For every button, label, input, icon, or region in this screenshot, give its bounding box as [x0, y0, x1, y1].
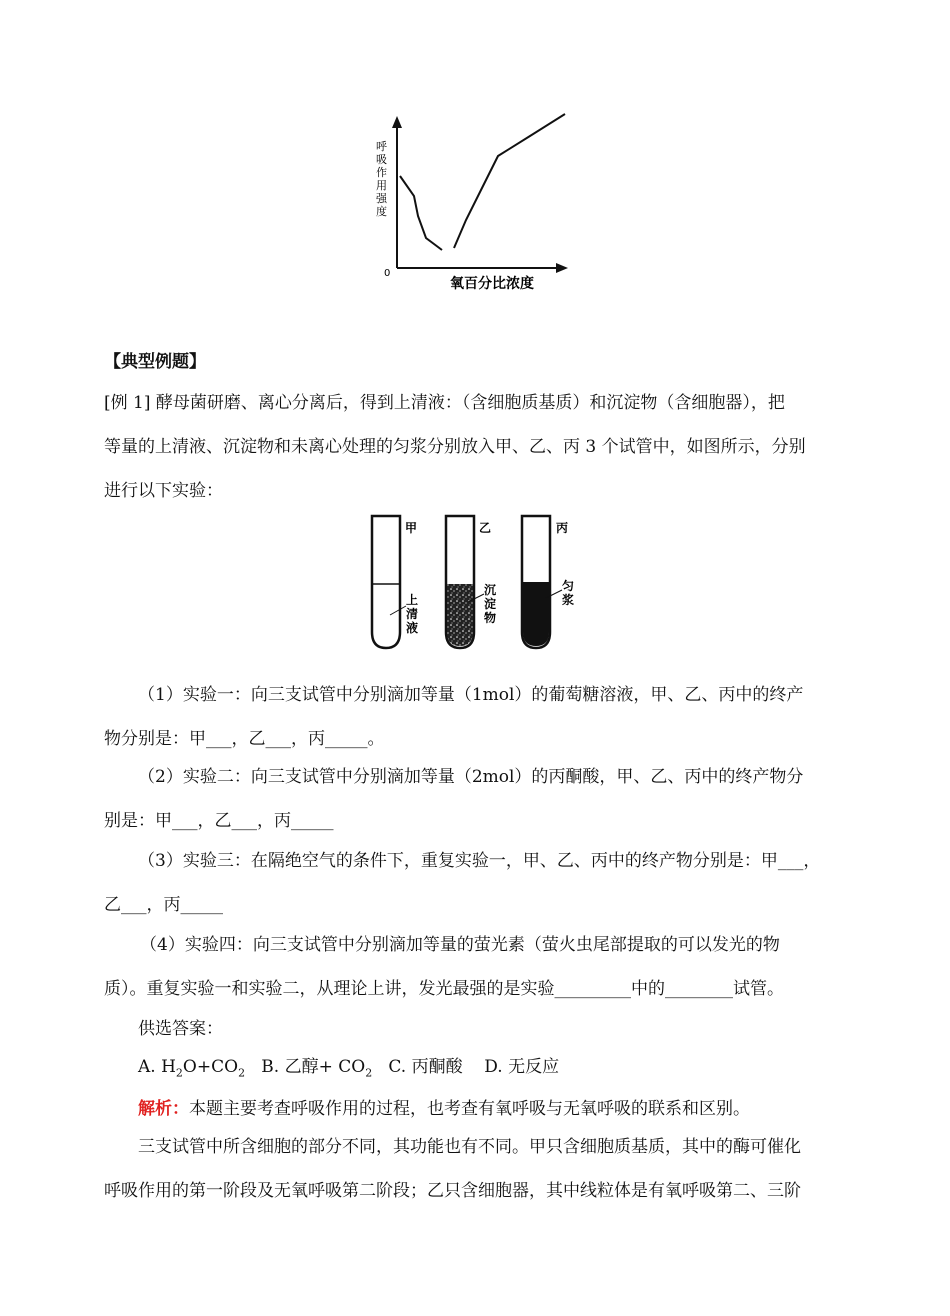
content-label-bing [562, 578, 574, 607]
choices-options [104, 1052, 884, 1079]
tube-name-yi: 乙 [479, 521, 492, 535]
x-axis-arrow [556, 263, 568, 273]
analysis-p2-line-1: 三支试管中所含细胞的部分不同，其功能也有不同。甲只含细胞质基质，其中的酶可催化 [138, 1137, 801, 1157]
content-label-yi [484, 582, 496, 625]
y-axis-label-char: 作 [376, 166, 387, 179]
y-axis-label-char: 度 [376, 205, 387, 218]
choice-a: A. $H_2O+CO_2$ [138, 1057, 246, 1080]
section-title: 【典型例题】 [104, 352, 206, 372]
choices-title: 供选答案： [138, 1019, 223, 1039]
y-axis-label-char: 强 [376, 192, 387, 205]
respiration-graph [370, 110, 580, 295]
svg-text:清: 清 [406, 607, 419, 621]
svg-text:液: 液 [406, 621, 419, 635]
choice-c: C. 丙酮酸 [388, 1057, 463, 1077]
content-label-jia [406, 592, 418, 635]
y-axis-label-char: 用 [376, 179, 387, 192]
tube-jia [372, 516, 406, 648]
question-3-line-2: 乙___，丙_____ [104, 895, 223, 915]
svg-text:上: 上 [406, 593, 419, 607]
svg-text:物: 物 [484, 611, 497, 625]
question-1-line-2: 物分别是：甲___，乙___，丙_____。 [104, 729, 385, 749]
curve-left [400, 176, 442, 250]
question-4-line-2: 质）。重复实验一和实验二，从理论上讲，发光最强的是实验_________中的________试管。 [104, 979, 784, 999]
example-line-2: 等量的上清液、沉淀物和未离心处理的匀浆分别放入甲、乙、丙 3 个试管中，如图所示，分别 [104, 437, 806, 457]
test-tubes-figure [360, 510, 590, 655]
svg-text:淀: 淀 [484, 597, 497, 611]
question-1-line-1: （1）实验一：向三支试管中分别滴加等量（1mol）的葡萄糖溶液，甲、乙、丙中的终产 [138, 685, 804, 705]
analysis-label: 解析： [138, 1099, 189, 1119]
choice-d: D. 无反应 [484, 1057, 560, 1077]
svg-text:沉: 沉 [484, 583, 497, 597]
tube-bing [522, 516, 562, 648]
svg-text:浆: 浆 [562, 593, 575, 607]
y-axis-label-char: 呼 [376, 140, 387, 153]
example-line-1: [例 1] 酵母菌研磨、离心分离后，得到上清液：（含细胞质基质）和沉淀物（含细胞器），把 [104, 393, 785, 413]
analysis-p2-line-2: 呼吸作用的第一阶段及无氧呼吸第二阶段；乙只含细胞器，其中线粒体是有氧呼吸第二、三阶 [104, 1181, 801, 1201]
question-3-line-1: （3）实验三：在隔绝空气的条件下，重复实验一，甲、乙、丙中的终产物分别是：甲___， [138, 851, 821, 871]
x-axis-label: 氧百分比浓度 [450, 276, 534, 292]
example-line-3: 进行以下实验： [104, 481, 223, 501]
tube-yi [446, 516, 484, 648]
tube-name-bing: 丙 [556, 521, 569, 535]
question-2-line-1: （2）实验二：向三支试管中分别滴加等量（2mol）的丙酮酸，甲、乙、丙中的终产物分 [138, 767, 804, 787]
question-2-line-2: 别是：甲___，乙___，丙_____ [104, 811, 334, 831]
question-4-line-1: （4）实验四：向三支试管中分别滴加等量的萤光素（萤火虫尾部提取的可以发光的物 [140, 935, 780, 955]
y-axis-label-char: 吸 [376, 153, 387, 166]
origin-label: 0 [384, 268, 391, 279]
curve-right [454, 114, 565, 248]
choice-b: B. 乙醇+ $CO_2$ [261, 1057, 373, 1080]
y-axis-arrow [392, 116, 402, 128]
svg-text:匀: 匀 [562, 579, 575, 593]
analysis-text: 本题主要考查呼吸作用的过程，也考查有氧呼吸与无氧呼吸的联系和区别。 [189, 1099, 750, 1119]
tube-name-jia: 甲 [405, 521, 418, 535]
analysis-line [104, 1094, 884, 1119]
